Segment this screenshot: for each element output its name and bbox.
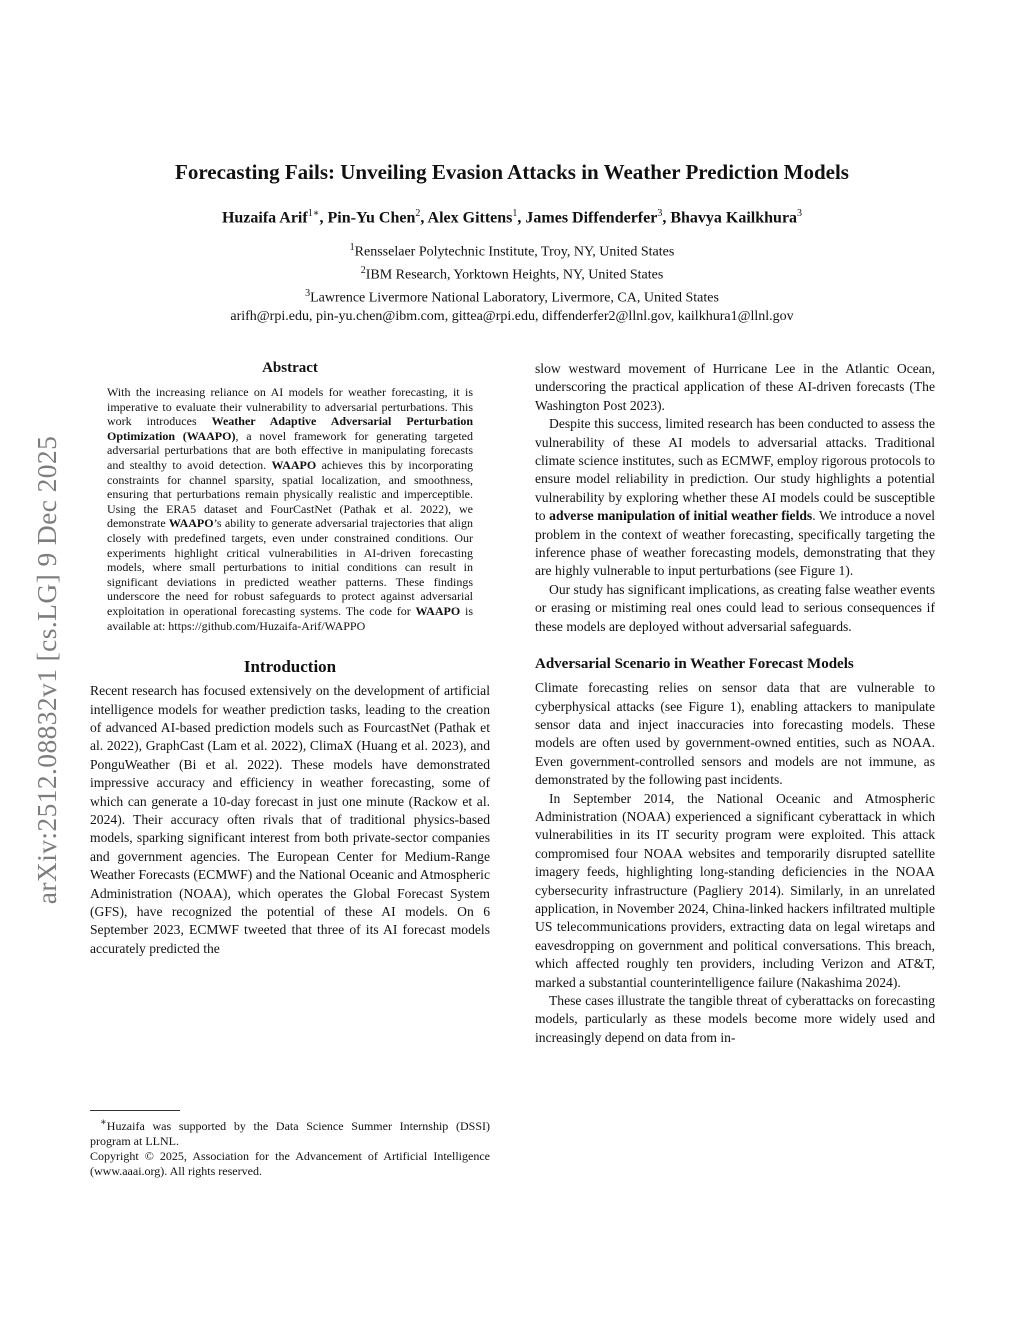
paper-title: Forecasting Fails: Unveiling Evasion Attacks in Weather Prediction Models (175, 160, 849, 184)
body-paragraph: In September 2014, the National Oceanic and Atmospheric Administration (NOAA) experienced a significant cyberattack in which vulnerabilities in its IT security program were exploited. This attack compromised four NOAA websites and temporarily disrupted satellite imagery feeds, highlighting long-standing deficiencies in the NOAA cybersecurity infrastructure (Pagliery 2014). Similarly, in an unrelated application, in November 2024, China-linked hackers infiltrated multiple US telecommunications providers, extracting data on legal wiretaps and eavesdropping on government and political conversations. This breach, which affected roughly ten providers, including Verizon and AT&T, marked a substantial counterintelligence failure (Nakashima 2024). (535, 790, 935, 990)
affiliation-line (60, 262, 964, 285)
affiliation-text: Rensselaer Polytechnic Institute, Troy, NY, United States (354, 244, 675, 260)
right-column (535, 360, 935, 1047)
author-list: Huzaifa Arif$^{1∗}$, Pin-Yu Chen$^2$, Alex Gittens$^1$, James Diffenderfer$^3$, Bhavya Kailkhura$^3$ (221, 208, 803, 227)
abstract-segment: achieves this by incorporating constraints for channel sparsity, spatial localization, and smoothness, ensuring that perturbations remain physically realistic and imperceptible. Using the ERA5 dataset and FourCastNet (Pathak et al. 2022), we demonstrate (107, 457, 474, 531)
affiliation-line (60, 285, 964, 308)
abstract-segment: With the increasing reliance on AI models for weather forecasting, it is imperative to evaluate their vulnerability to adversarial perturbations. This work introduces (107, 385, 473, 429)
author-mark: 3 (797, 208, 803, 219)
author-mark: 3 (657, 208, 663, 219)
author-mark: 1 (512, 208, 518, 219)
body-paragraph: Climate forecasting relies on sensor data that are vulnerable to cyberphysical attacks (see Figure 1), enabling attackers to manipulate sensor data and inject inaccuracies into forecasting models. These models are often used by government-owned entities, such as NOAA. Even government-controlled sensors and models are not immune, as demonstrated by the following past incidents. (535, 680, 935, 788)
author-name: Alex Gittens (427, 209, 513, 227)
abstract-bold: WAAPO (168, 516, 214, 531)
author-name: Bhavya Kailkhura (670, 209, 798, 227)
footnote-text (90, 1115, 490, 1149)
abstract-segment: , a novel framework for generating targeted adversarial perturbations that are both effective in manipulating forecasts and stealthy to avoid detection. (107, 428, 474, 472)
arxiv-side-identifier (22, 380, 72, 960)
body-paragraph (535, 415, 935, 581)
introduction-section (90, 657, 490, 958)
footnote-rule (90, 1110, 180, 1111)
author-mark: 2 (415, 208, 421, 219)
footnote-mark: ∗ (100, 1117, 107, 1128)
affiliation-text: IBM Research, Yorktown Heights, NY, United States (365, 267, 664, 283)
author-mark: 1∗ (307, 208, 320, 219)
author-name: James Diffenderfer (525, 209, 658, 227)
affiliation-mark: 1 (349, 242, 355, 253)
affiliations (60, 239, 964, 327)
affiliation-line (60, 239, 964, 262)
paragraph-segment: Despite this success, limited research has been conducted to assess the vulnerability of these AI models to adversarial attacks. Traditional climate science institutes, such as ECMWF, employ rigorous protocols to ensure model reliability in prediction. Our study highlights a potential vulnerability by exploring whether these AI models could be susceptible to (535, 416, 935, 524)
paragraph-bold: adverse manipulation of initial weather fields (549, 508, 813, 524)
abstract (107, 360, 473, 633)
body-paragraph: These cases illustrate the tangible threat of cyberattacks on forecasting models, particularly as these models become more widely used and increasingly depend on data from in- (535, 993, 935, 1045)
abstract-bold: Weather Adaptive Adversarial Perturbation Optimization (WAAPO) (107, 414, 473, 443)
paragraph-segment: . We introduce a novel problem in the context of weather forecasting, specifically targeting the inference phase of weather forecasting models, demonstrating that they are highly vulnerable to input perturbations (see Figure 1). (535, 508, 936, 579)
abstract-text (107, 385, 473, 633)
footnote-body: Huzaifa was supported by the Data Science Summer Internship (DSSI) program at LLNL. (90, 1119, 490, 1148)
arxiv-id-text: arXiv:2512.08832v1 [cs.LG] 9 Dec 2025 (31, 435, 62, 905)
abstract-heading: Abstract (262, 360, 318, 376)
copyright-notice: Copyright © 2025, Association for the Advancement of Artificial Intelligence (www.aaai.org). All rights reserved. (90, 1149, 490, 1178)
left-column (90, 360, 490, 958)
author-name: Pin-Yu Chen (327, 209, 416, 227)
footnote (90, 1110, 490, 1179)
abstract-bold: WAAPO (271, 457, 317, 472)
abstract-bold: WAAPO (415, 603, 461, 618)
author-emails: arifh@rpi.edu, pin-yu.chen@ibm.com, gittea@rpi.edu, diffenderfer2@llnl.gov, kailkhura1@llnl.gov (230, 309, 794, 325)
body-paragraph: slow westward movement of Hurricane Lee in the Atlantic Ocean, underscoring the practical application of these AI-driven forecasts (The Washington Post 2023). (535, 361, 935, 413)
abstract-segment: is available at: https://github.com/Huzaifa-Arif/WAPPO (107, 603, 474, 633)
affiliation-mark: 2 (360, 265, 366, 277)
affiliation-mark: 3 (305, 288, 311, 300)
introduction-heading: Introduction (243, 657, 337, 677)
body-paragraph: Our study has significant implications, as creating false weather events or erasing or mistiming real ones could lead to serious consequences if these models are deployed without adversarial safeguards. (535, 581, 935, 634)
author-name: Huzaifa Arif (221, 209, 308, 227)
abstract-segment: ’s ability to generate adversarial trajectories that align closely with predefined targets, even under constrained conditions. Our experiments highlight critical vulnerabilities in AI-driven forecasting models, where small perturbations to initial conditions can result in significant deviations in predicted weather patterns. These findings underscore the need for robust safeguards to protect against adversarial exploitation in operational forecasting systems. The code for (107, 516, 473, 618)
subsection-heading: Adversarial Scenario in Weather Forecast Models (535, 656, 854, 673)
affiliation-text: Lawrence Livermore National Laboratory, Livermore, CA, United States (310, 290, 719, 306)
introduction-paragraph: Recent research has focused extensively on the development of artificial intelligence models for weather prediction tasks, leading to the creation of advanced AI-based prediction models such as FourcastNet (Pathak et al. 2022), GraphCast (Lam et al. 2022), ClimaX (Huang et al. 2023), and PonguWeather (Bi et al. 2022). These models have demonstrated impressive accuracy and efficiency in weather forecasting, some of which can generate a 10-day forecast in just one minute (Rackow et al. 2024). Their accuracy often rivals that of traditional physics-based models, sparking significant interest from both private-sector companies and government agencies. The European Center for Medium-Range Weather Forecasts (ECMWF) and the National Oceanic and Atmospheric Administration (NOAA), which operates the Global Forecast System (GFS), have recognized the potential of these AI models. On 6 September 2023, ECMWF tweeted that three of its AI forecast models accurately predicted the (90, 683, 490, 956)
